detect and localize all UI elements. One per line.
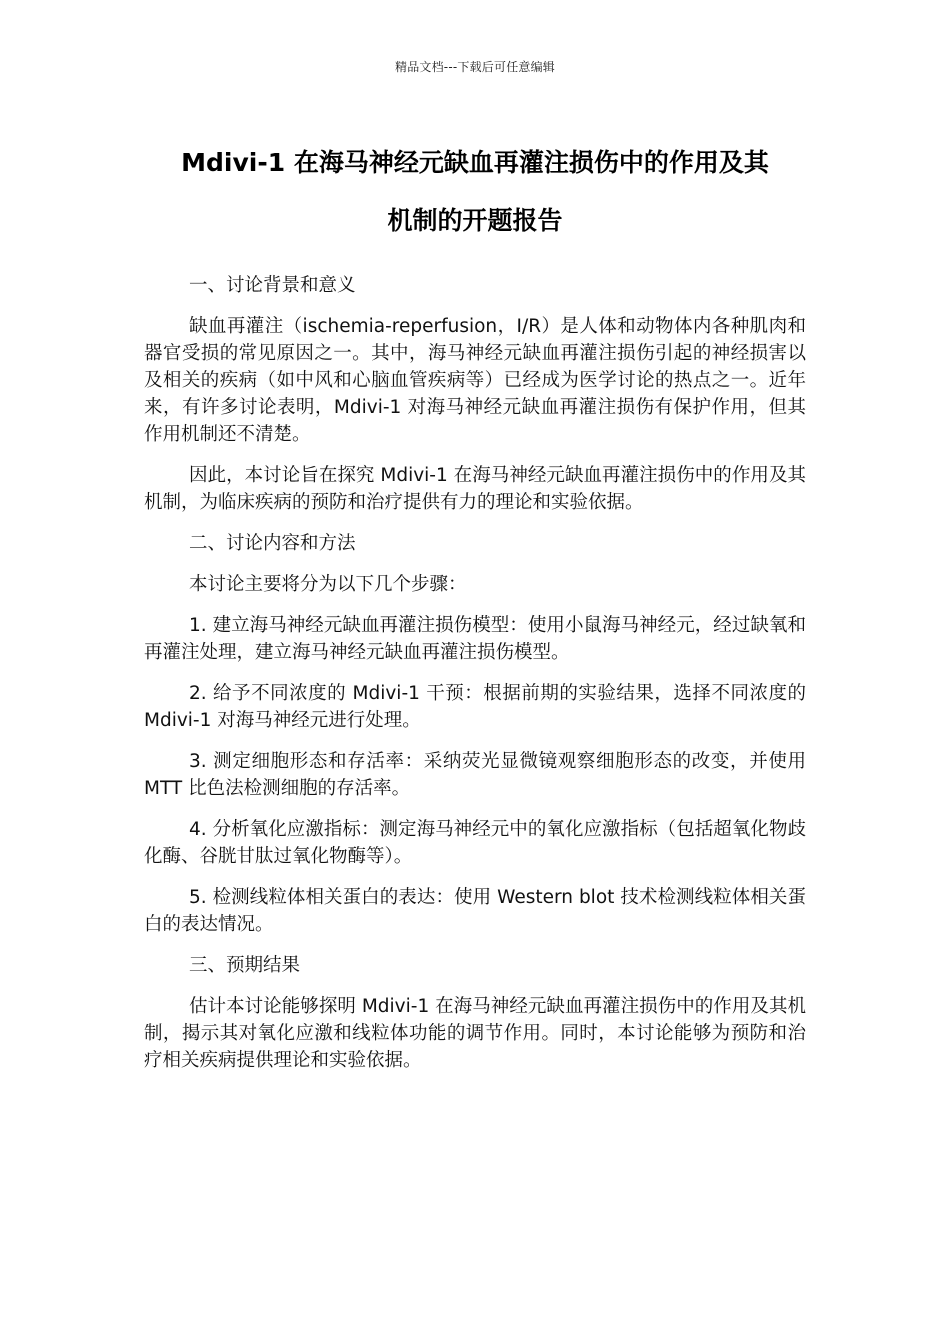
document-body (144, 272, 806, 1088)
paragraph-purpose: 因此，本讨论旨在探究 Mdivi-1 在海马神经元缺血再灌注损伤中的作用及其机制，为临床疾病的预防和治疗提供有力的理论和实验依据。 (144, 465, 806, 513)
title-line-1: Mdivi-1 在海马神经元缺血再灌注损伤中的作用及其 (181, 148, 769, 177)
paragraph-expected-results: 估计本讨论能够探明 Mdivi-1 在海马神经元缺血再灌注损伤中的作用及其机制，揭示其对氧化应激和线粒体功能的调节作用。同时，本讨论能够为预防和治疗相关疾病提供理论和实验依据。 (144, 996, 806, 1071)
method-step-4: 4. 分析氧化应激指标：测定海马神经元中的氧化应激指标（包括超氧化物歧化酶、谷胱甘肽过氧化物酶等）。 (144, 819, 806, 867)
method-step-3: 3. 测定细胞形态和存活率：采纳荧光显微镜观察细胞形态的改变，并使用 MTT 比色法检测细胞的存活率。 (144, 751, 806, 799)
page-header: 精品文档---下载后可任意编辑 (395, 60, 555, 74)
document-title (144, 134, 806, 250)
title-line-2: 机制的开题报告 (387, 206, 563, 235)
method-step-1: 1. 建立海马神经元缺血再灌注损伤模型：使用小鼠海马神经元，经过缺氧和再灌注处理，建立海马神经元缺血再灌注损伤模型。 (144, 615, 806, 663)
section-heading-background: 一、讨论背景和意义 (189, 275, 356, 296)
paragraph-methods-intro: 本讨论主要将分为以下几个步骤： (189, 574, 467, 595)
section-heading-expected-results: 三、预期结果 (189, 955, 301, 976)
method-step-2: 2. 给予不同浓度的 Mdivi-1 干预：根据前期的实验结果，选择不同浓度的 Mdivi-1 对海马神经元进行处理。 (144, 683, 806, 731)
method-step-5: 5. 检测线粒体相关蛋白的表达：使用 Western blot 技术检测线粒体相关蛋白的表达情况。 (144, 887, 806, 935)
paragraph-background: 缺血再灌注（ischemia-reperfusion，I/R）是人体和动物体内各种肌肉和器官受损的常见原因之一。其中，海马神经元缺血再灌注损伤引起的神经损害以及相关的疾病（如中风和心脑血管疾病等）已经成为医学讨论的热点之一。近年来，有许多讨论表明，Mdivi-1 对海马神经元缺血再灌注损伤有保护作用，但其作用机制还不清楚。 (144, 316, 806, 445)
section-heading-methods: 二、讨论内容和方法 (189, 533, 356, 554)
